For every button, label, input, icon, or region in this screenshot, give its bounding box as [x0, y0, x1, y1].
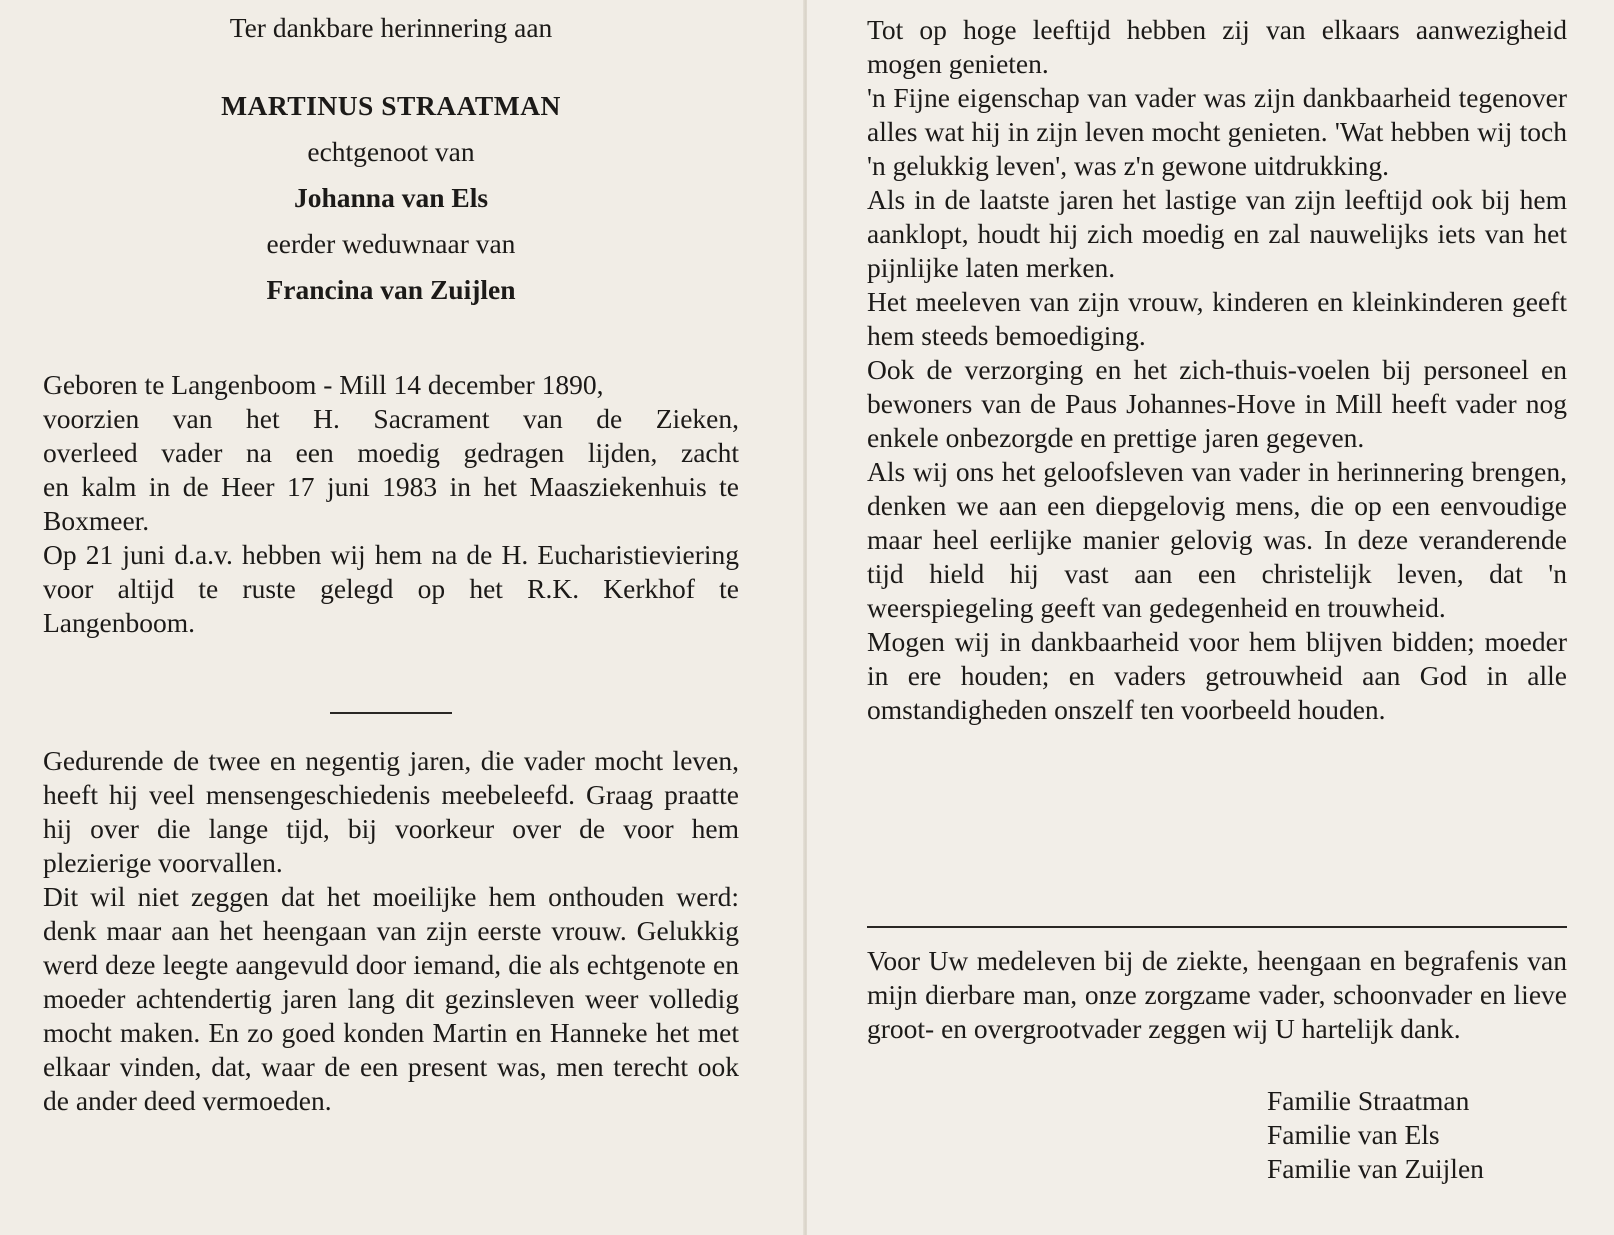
birth-line: Geboren te Langenboom - Mill 14 december 1890,	[43, 369, 604, 400]
thanks-text: Voor Uw medeleven bij de ziekte, heengaan en begrafenis van mijn dierbare man, onze zorgzame vader, schoonvader en lieve groot- en overgrootvader zeggen wij U hartelijk dank.	[867, 945, 1567, 1044]
deceased-name: MARTINUS STRAATMAN	[221, 90, 561, 121]
birth-death-block	[43, 368, 739, 640]
signature-van-zuijlen: Familie van Zuijlen	[1267, 1153, 1484, 1184]
left-page	[0, 0, 805, 1235]
life-paragraph-2: Dit wil niet zeggen dat het moeilijke hem onthouden werd: denk maar aan het heengaan van zijn eerste vrouw. Gelukkig werd deze leegte aangevuld door iemand, die als echtgenote en moeder achtendertig jaren lang dit gezinsleven weer volledig mocht maken. En zo goed konden Martin en Hanneke het met elkaar vinden, dat, waar de een present was, men terecht ook de ander deed vermoeden.	[43, 881, 739, 1116]
tribute-paragraph-4: Het meeleven van zijn vrouw, kinderen en kleinkinderen geeft hem steeds bemoediging.	[867, 286, 1567, 351]
thanks-block	[867, 944, 1567, 1046]
life-paragraph-1: Gedurende de twee en negentig jaren, die vader mocht leven, heeft hij veel mensengeschiedenis meebeleefd. Graag praatte hij over die lange tijd, bij voorkeur over de voor hem plezierige voorvallen.	[43, 745, 739, 878]
signature-van-els: Familie van Els	[1267, 1119, 1440, 1150]
tribute-paragraph-7: Mogen wij in dankbaarheid voor hem blijven bidden; moeder in ere houden; en vaders getrouwheid aan God in alle omstandigheden onszelf ten voorbeeld houden.	[867, 626, 1567, 725]
spouse-label: echtgenoot van	[307, 136, 475, 167]
divider-short	[330, 712, 452, 714]
tribute-paragraph-6: Als wij ons het geloofsleven van vader in herinnering brengen, denken we aan een diepgelovig mens, die op een eenvoudige maar heel eerlijke manier gelovig was. In deze veranderende tijd hield hij vast aan een christelijk leven, dat 'n weerspiegeling geeft van gedegenheid en trouwheid.	[867, 456, 1567, 623]
intro-line: Ter dankbare herinnering aan	[229, 12, 553, 43]
sacrament-line: voorzien van het H. Sacrament van de Zieken,	[43, 403, 739, 434]
tribute-paragraph-5: Ook de verzorging en het zich-thuis-voelen bij personeel en bewoners van de Paus Johannes-Hove in Mill heeft vader nog enkele onbezorgde en prettige jaren gegeven.	[867, 354, 1567, 453]
death-date-text: en kalm in de Heer 17 juni 1983 in het Maasziekenhuis te Boxmeer.	[43, 471, 739, 536]
burial-text: Op 21 juni d.a.v. hebben wij hem na de H. Eucharistieviering voor altijd te ruste gelegd op het R.K. Kerkhof te Langenboom.	[43, 539, 739, 638]
right-page	[807, 0, 1614, 1235]
tribute-block	[867, 13, 1567, 727]
spouse-name: Johanna van Els	[293, 182, 489, 213]
tribute-paragraph-1: Tot op hoge leeftijd hebben zij van elkaars aanwezigheid mogen genieten.	[867, 14, 1567, 79]
signatures-block	[1267, 1084, 1567, 1186]
divider-long	[867, 926, 1567, 928]
header-block	[43, 11, 739, 307]
tribute-paragraph-2: 'n Fijne eigenschap van vader was zijn dankbaarheid tegenover alles wat hij in zijn leven mocht genieten. 'Wat hebben wij toch 'n gelukkig leven', was z'n gewone uitdrukking.	[867, 82, 1567, 181]
life-story-block	[43, 744, 739, 1118]
tribute-paragraph-3: Als in de laatste jaren het lastige van zijn leeftijd ook bij hem aanklopt, houdt hij zich moedig en zal nauwelijks iets van het pijnlijke laten merken.	[867, 184, 1567, 283]
former-spouse-name: Francina van Zuijlen	[266, 274, 516, 305]
signature-straatman: Familie Straatman	[1267, 1085, 1470, 1116]
death-line: overleed vader na een moedig gedragen lijden, zacht	[43, 437, 739, 468]
former-label: eerder weduwnaar van	[266, 228, 516, 259]
